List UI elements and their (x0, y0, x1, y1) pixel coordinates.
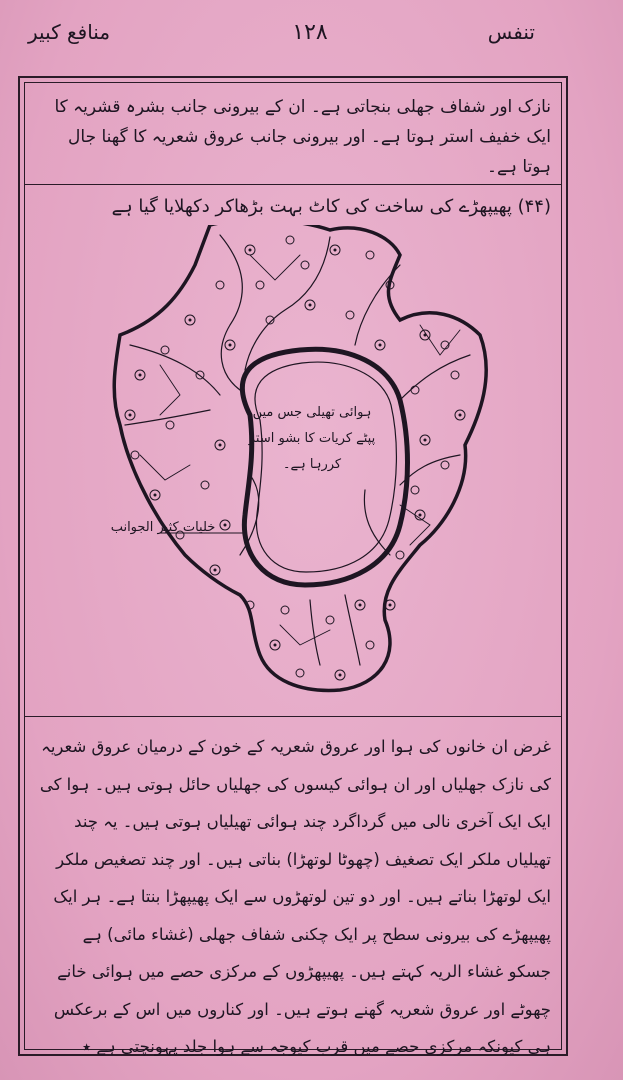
running-header-chapter: تنفس (487, 20, 535, 44)
body-paragraph (36, 728, 551, 1066)
air-sac-label: ہوائی تھیلی جس میں پپٹے کریات کا بشو استر کررہا ہے۔ (248, 405, 376, 472)
page-number: ۱۲۸ (292, 20, 328, 45)
top-paragraph: نازک اور شفاف جھلی بنجاتی ہے۔ ان کے بیرونی جانب بشرہ قشریہ کا ایک خفیف استر ہوتا ہے۔ اور بیرونی جانب عروق شعریہ کا گھنا جال ہوتا ہے۔ (54, 97, 551, 177)
body-paragraph-text: غرض ان خانوں کی ہوا اور عروق شعریہ کے خون کے درمیان عروق شعریہ کی نازک جھلیاں اور ان ہوائی کیسوں کی جھلیاں حائل ہوتی ہیں۔ ہوا کی ایک ایک آخری نالی میں گرداگرد چند ہوائی تھیلیاں ہوتی ہیں۔ یہ چند تھیلیاں ملکر ایک تصغیف (چھوٹا لوتھڑا) بناتی ہیں۔ اور چند تصغیص ملکر ایک لوتھڑا بناتے ہیں۔ اور دو تین لوتھڑوں سے ایک پھیپھڑا بنتا ہے۔ ہر ایک پھیپھڑے کی بیرونی سطح پر ایک چکنی شفاف جھلی (غشاء مائی) ہے جسکو غشاء الریہ کہتے ہیں۔ پھیپھڑوں کے مرکزی حصے میں ہوائی خانے چھوٹے اور عروق شعریہ گھنے ہوتے ہیں۔ اور کناروں میں اس کے برعکس ہی کیونکہ مرکزی حصے میں قرب کیوجہ سے ہوا جلد پہونچتی ہے ٭ (39, 737, 551, 1056)
polygonal-cells-label: خلیات کثیر الجوانب (110, 520, 216, 535)
divider-bottom (24, 716, 562, 717)
divider-top (24, 184, 562, 185)
running-header-book-title: منافع کبیر (28, 20, 111, 44)
figure-caption: (۴۴) پھیپھڑے کی ساخت کی کاٹ بہت بڑھاکر دکھلایا گیا ہے (111, 196, 551, 217)
